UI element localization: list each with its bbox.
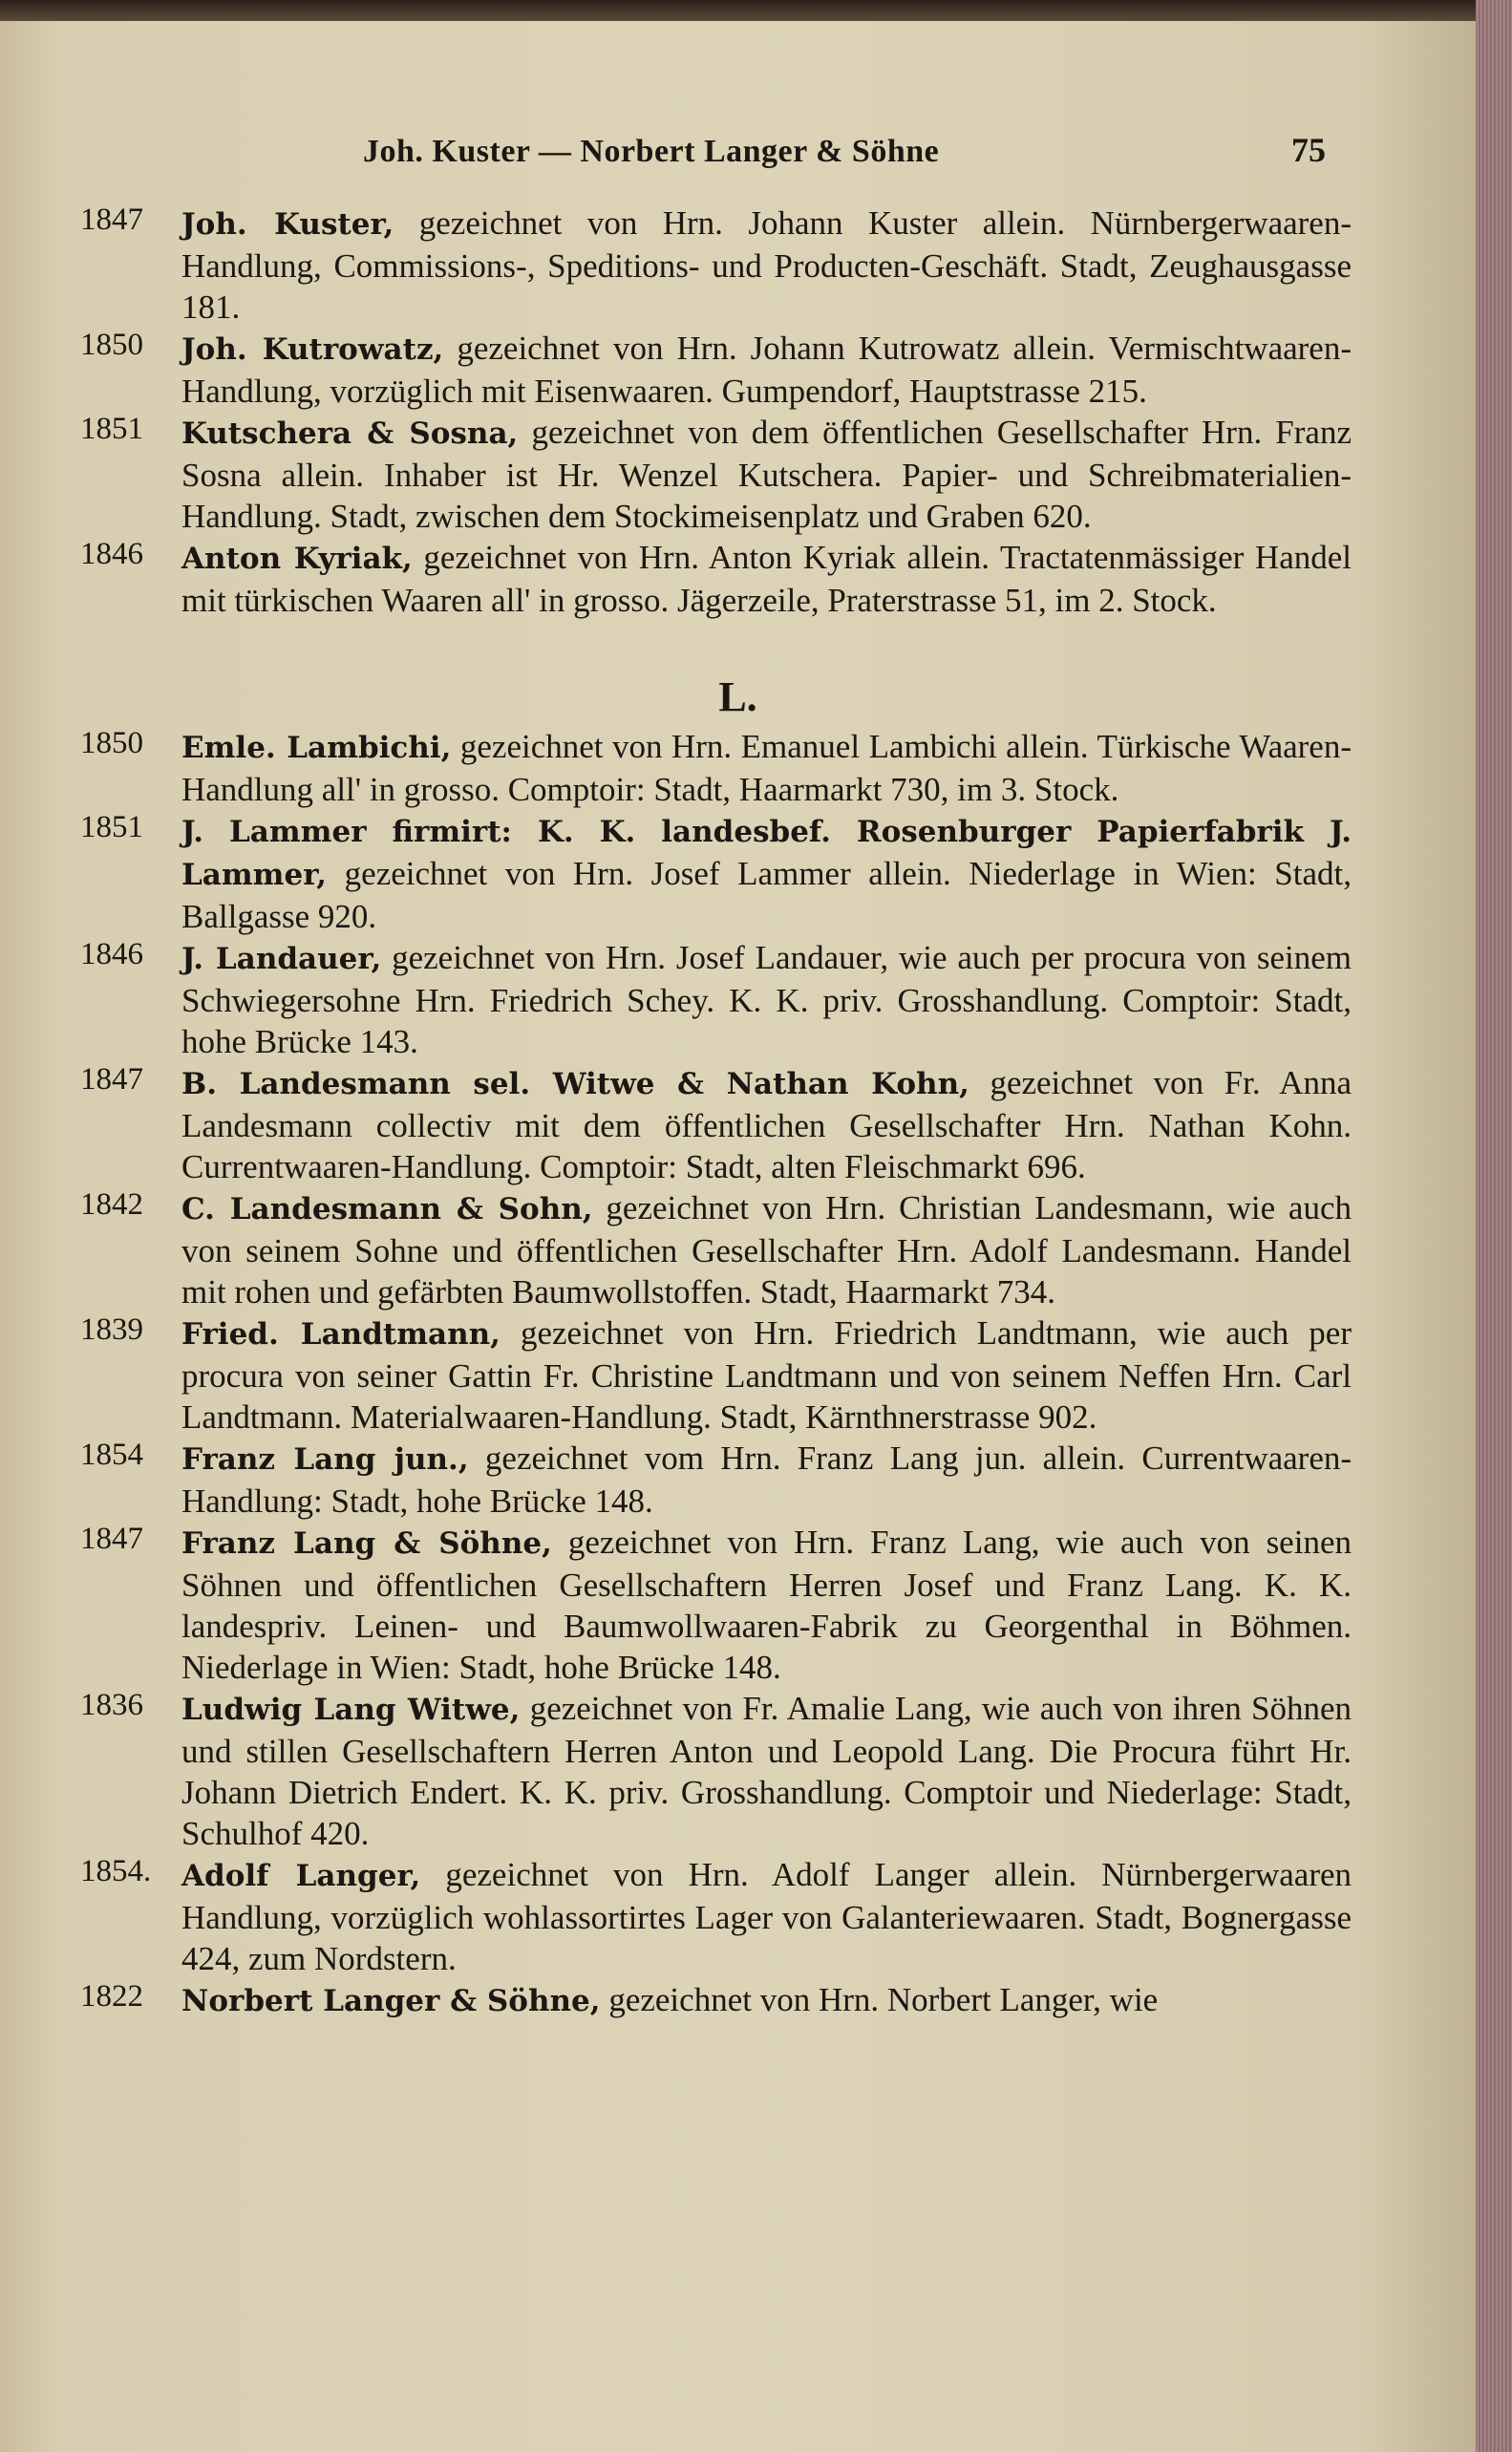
directory-entries (0, 203, 1476, 2022)
entry-text: gezeichnet von Hrn. Josef Lammer allein. Niederlage in Wien: Stadt, Ballgasse 920. (181, 855, 1352, 935)
book-fore-edge (1476, 0, 1512, 2452)
entries-l (0, 726, 1476, 2022)
entry-text: gezeichnet von Fr. Anna Landesmann collectiv mit dem öffentlichen Gesellschafter Hrn. Nathan Kohn. Currentwaaren-Handlung. Comptoir: Stadt, alten Fleischmarkt 696. (181, 1064, 1352, 1185)
entry-year: 1851 (80, 412, 143, 446)
entry-body (181, 726, 1352, 810)
page-header (0, 131, 1476, 181)
entry-body (181, 1062, 1352, 1187)
entry-year: 1847 (80, 203, 143, 237)
firm-name: Kutschera & Sosna, (181, 416, 519, 451)
directory-entry (0, 810, 1476, 937)
entry-year: 1851 (80, 810, 143, 844)
section-letter: L. (718, 673, 757, 720)
firm-name: J. Landauer, (181, 942, 382, 976)
entry-year: 1850 (80, 328, 143, 362)
entry-year: 1846 (80, 537, 143, 571)
firm-name: C. Landesmann & Sohn, (181, 1192, 593, 1226)
firm-name: Adolf Langer, (181, 1859, 421, 1893)
entry-body (181, 1522, 1352, 1688)
directory-entry (0, 537, 1476, 621)
directory-entry (0, 1312, 1476, 1438)
entry-text: gezeichnet vom Hrn. Franz Lang jun. allein. Currentwaaren-Handlung: Stadt, hohe Brücke 148. (181, 1439, 1352, 1520)
entry-body (181, 937, 1352, 1062)
entry-text: gezeichnet von Hrn. Johann Kuster allein. Nürnbergerwaaren-Handlung, Commissions-, Speditions- und Producten-Geschäft. Stadt, Zeughausgasse 181. (181, 204, 1352, 326)
firm-name: Ludwig Lang Witwe, (181, 1693, 521, 1727)
entry-text: gezeichnet von Hrn. Adolf Langer allein. Nürnbergerwaaren Handlung, vorzüglich wohlassortirtes Lager von Galanteriewaaren. Stadt, Bognergasse 424, zum Nordstern. (181, 1856, 1352, 1977)
entry-body (181, 1979, 1352, 2022)
directory-entry (0, 1438, 1476, 1522)
entry-text: gezeichnet von Hrn. Emanuel Lambichi allein. Türkische Waaren-Handlung all' in grosso. Comptoir: Stadt, Haarmarkt 730, im 3. Stock. (181, 728, 1352, 808)
entries-k (0, 203, 1476, 621)
entry-year: 1846 (80, 937, 143, 971)
directory-entry (0, 1062, 1476, 1187)
entry-body (181, 1688, 1352, 1854)
entry-year: 1854 (80, 1438, 143, 1472)
running-title: Joh. Kuster — Norbert Langer & Söhne (363, 134, 940, 169)
entry-year: 1839 (80, 1312, 143, 1347)
entry-body (181, 1187, 1352, 1312)
entry-text: gezeichnet von Hrn. Christian Landesmann, wie auch von seinem Sohne und öffentlichen Gesellschafter Hrn. Adolf Landesmann. Handel mit rohen und gefärbten Baumwollstoffen. Stadt, Haarmarkt 734. (181, 1189, 1352, 1311)
directory-entry (0, 726, 1476, 810)
entry-body (181, 412, 1352, 537)
entry-year: 1842 (80, 1187, 143, 1222)
entry-body (181, 810, 1352, 937)
firm-name: Anton Kyriak, (181, 542, 413, 576)
entry-year: 1847 (80, 1522, 143, 1556)
entry-year: 1822 (80, 1979, 143, 2014)
entry-body (181, 328, 1352, 412)
firm-name: Emle. Lambichi, (181, 731, 452, 765)
entry-text: gezeichnet von Fr. Amalie Lang, wie auch von ihren Söhnen und stillen Gesellschaftern Herren Anton und Leopold Lang. Die Procura führt Hr. Johann Dietrich Endert. K. K. priv. Grosshandlung. Comptoir und Niederlage: Stadt, Schulhof 420. (181, 1690, 1352, 1852)
directory-entry (0, 1979, 1476, 2022)
entry-year: 1836 (80, 1688, 143, 1722)
directory-entry (0, 1854, 1476, 1979)
entry-text: gezeichnet von Hrn. Josef Landauer, wie auch per procura von seinem Schwiegersohne Hrn. Friedrich Schey. K. K. priv. Grosshandlung. Comptoir: Stadt, hohe Brücke 143. (181, 939, 1352, 1060)
entry-text: gezeichnet von Hrn. Johann Kutrowatz allein. Vermischtwaaren-Handlung, vorzüglich mit Eisenwaaren. Gumpendorf, Hauptstrasse 215. (181, 330, 1352, 410)
directory-entry (0, 1688, 1476, 1854)
firm-name: Franz Lang & Söhne, (181, 1526, 552, 1561)
firm-name: Fried. Landtmann, (181, 1317, 500, 1352)
entry-year: 1850 (80, 726, 143, 760)
firm-name: Franz Lang jun., (181, 1442, 469, 1477)
entry-body (181, 1438, 1352, 1522)
directory-entry (0, 1187, 1476, 1312)
directory-entry (0, 1522, 1476, 1688)
directory-entry (0, 412, 1476, 537)
entry-body (181, 203, 1352, 328)
entry-text: gezeichnet von dem öffentlichen Gesellschafter Hrn. Franz Sosna allein. Inhaber ist Hr. Wenzel Kutschera. Papier- und Schreibmaterialien-Handlung. Stadt, zwischen dem Stockimeisenplatz und Graben 620. (181, 414, 1352, 535)
entry-body (181, 1312, 1352, 1438)
firm-name: Joh. Kutrowatz, (181, 332, 444, 367)
entry-year: 1847 (80, 1062, 143, 1097)
entry-text: gezeichnet von Hrn. Franz Lang, wie auch von seinen Söhnen und öffentlichen Gesellschaftern Herren Josef und Franz Lang. K. K. landespriv. Leinen- und Baumwollwaaren-Fabrik zu Georgenthal in Böhmen. Niederlage in Wien: Stadt, hohe Brücke 148. (181, 1524, 1352, 1686)
firm-name: Norbert Langer & Söhne, (181, 1984, 601, 2018)
firm-name: J. Lammer firmirt: K. K. landesbef. Rosenburger Papierfabrik J. Lammer, (181, 815, 1352, 892)
entry-text: gezeichnet von Hrn. Anton Kyriak allein. Tractatenmässiger Handel mit türkischen Waaren all' in grosso. Jägerzeile, Praterstrasse 51, im 2. Stock. (181, 539, 1352, 619)
directory-entry (0, 203, 1476, 328)
directory-entry (0, 328, 1476, 412)
entry-text: gezeichnet von Hrn. Friedrich Landtmann, wie auch per procura von seiner Gattin Fr. Christine Landtmann und von seinem Neffen Hrn. Carl Landtmann. Materialwaaren-Handlung. Stadt, Kärnthnerstrasse 902. (181, 1314, 1352, 1436)
page-number: 75 (1291, 131, 1326, 169)
directory-entry (0, 937, 1476, 1062)
entry-body (181, 537, 1352, 621)
page-top-edge (0, 0, 1512, 21)
firm-name: B. Landesmann sel. Witwe & Nathan Kohn, (181, 1067, 969, 1101)
entry-year: 1854. (80, 1854, 152, 1888)
firm-name: Joh. Kuster, (181, 207, 394, 242)
entry-text: gezeichnet von Hrn. Norbert Langer, wie (600, 1981, 1159, 2018)
entry-body (181, 1854, 1352, 1979)
